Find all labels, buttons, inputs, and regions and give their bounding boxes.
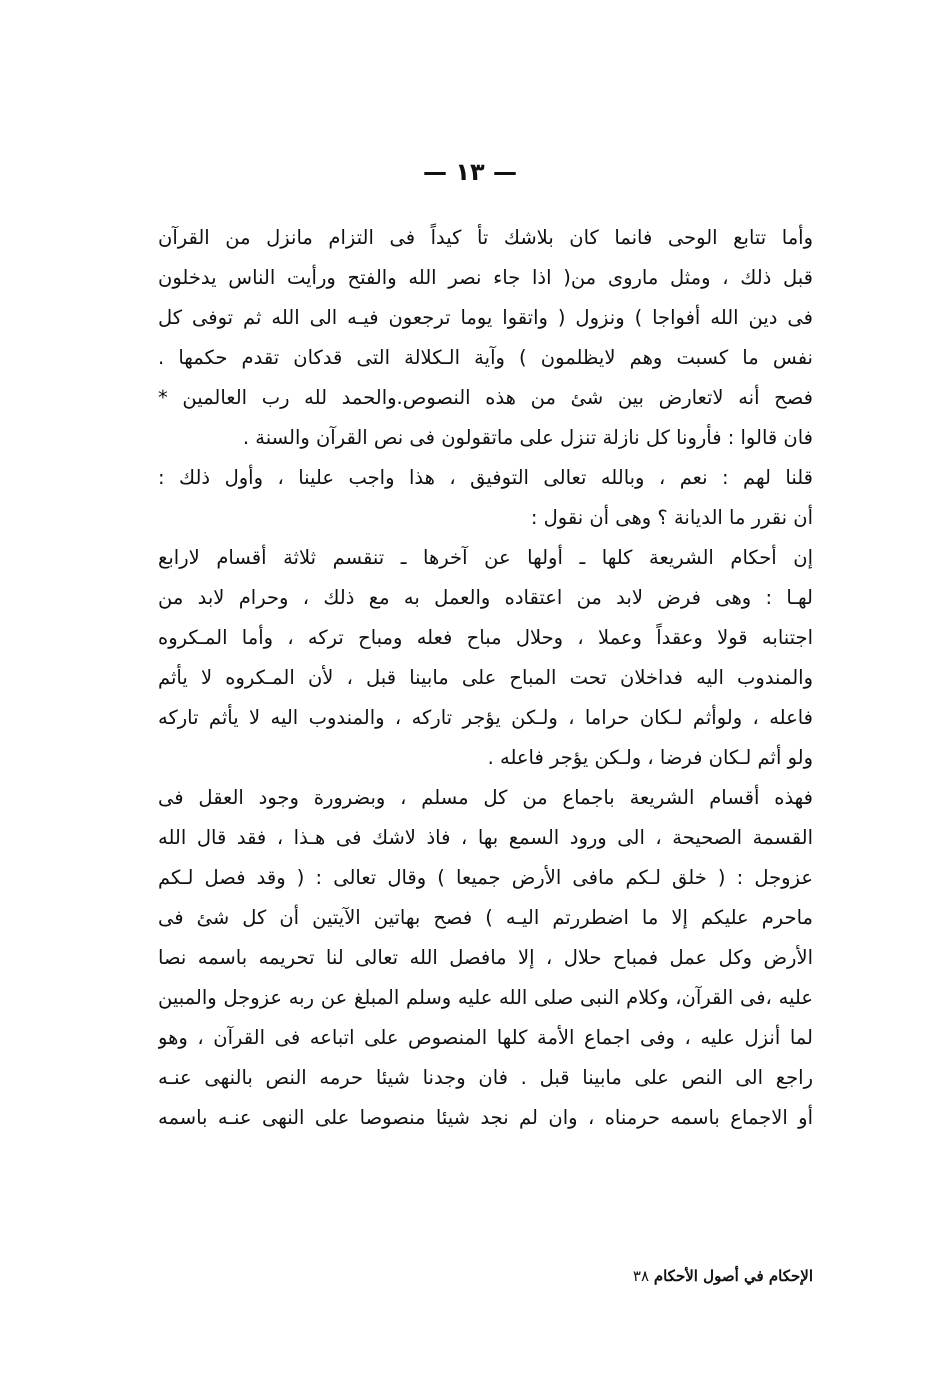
book-title: الإحكام في أصول الأحكام [653, 1267, 813, 1285]
page-footer [158, 1264, 813, 1288]
text-line: أو الاجماع باسمه حرمناه ، وان لم نجد شيئا منصوصا على النهى عنـه باسمه [158, 1106, 813, 1129]
text-line: الأرض وكل عمل فمباح حلال ، إلا مافصل الله تعالى لنا تحريمه باسمه نصا [158, 946, 813, 969]
text-line: لما أنزل عليه ، وفى اجماع الأمة كلها المنصوص على اتباعه فى القرآن ، وهو [158, 1026, 813, 1049]
text-line: عليه ،فى القرآن، وكلام النبى صلى الله عليه وسلم المبلغ عن ربه عزوجل والمبين [158, 986, 813, 1009]
text-line: فهذه أقسام الشريعة باجماع من كل مسلم ، وبضرورة وجود العقل فى [158, 786, 813, 809]
text-line: لهـا : وهى فرض لابد من اعتقاده والعمل به مع ذلك ، وحرام لابد من [158, 586, 813, 609]
body-text [158, 218, 813, 1138]
text-line: عزوجل : ( خلق لـكم مافى الأرض جميعا ) وقال تعالى : ( وقد فصل لـكم [158, 866, 813, 889]
text-line: قلنا لهم : نعم ، وبالله تعالى التوفيق ، هذا واجب علينا ، وأول ذلك : [158, 466, 813, 489]
text-line: فى دين الله أفواجا ) ونزول ( واتقوا يوما ترجعون فيـه الى الله ثم توفى كل [158, 306, 813, 329]
text-line: ماحرم عليكم إلا ما اضطررتم اليـه ) فصح بهاتين الآيتين أن كل شئ فى [158, 906, 813, 929]
text-line: فصح أنه لاتعارض بين شئ من هذه النصوص.والحمد لله رب العالمين * [158, 386, 813, 409]
text-line: القسمة الصحيحة ، الى ورود السمع بها ، فاذ لاشك فى هـذا ، فقد قال الله [158, 826, 813, 849]
text-line: نفس ما كسبت وهم لايظلمون ) وآية الـكلالة التى قدكان تقدم حكمها . [158, 346, 813, 369]
text-line: والمندوب اليه فداخلان تحت المباح على مابينا قبل ، لأن المـكروه لا يأثم [158, 666, 813, 689]
text-line: وأما تتابع الوحى فانما كان بلاشك تأ كيداً فى التزام مانزل من القرآن [158, 226, 813, 249]
text-line: راجع الى النص على مابينا قبل . فان وجدنا شيئا حرمه النص بالنهى عنـه [158, 1066, 813, 1089]
text-line: أن نقرر ما الديانة ؟ وهى أن نقول : [530, 506, 813, 529]
page-number: — ١٣ — [422, 158, 517, 186]
text-line: فان قالوا : فأرونا كل نازلة تنزل على ماتقولون فى نص القرآن والسنة . [242, 426, 813, 449]
text-line: قبل ذلك ، ومثل ماروى من( اذا جاء نصر الله والفتح ورأيت الناس يدخلون [158, 266, 813, 289]
footer-number: ٣٨ [632, 1267, 650, 1285]
text-line: فاعله ، ولوأثم لـكان حراما ، ولـكن يؤجر تاركه ، والمندوب اليه لا يأثم تاركه [158, 706, 813, 729]
text-line: إن أحكام الشريعة كلها ـ أولها عن آخرها ـ تنقسم ثلاثة أقسام لارابع [158, 546, 813, 569]
text-line: ولو أثم لـكان فرضا ، ولـكن يؤجر فاعله . [487, 746, 813, 769]
text-line: اجتنابه قولا وعقداً وعملا ، وحلال مباح فعله ومباح تركه ، وأما المـكروه [158, 626, 813, 649]
